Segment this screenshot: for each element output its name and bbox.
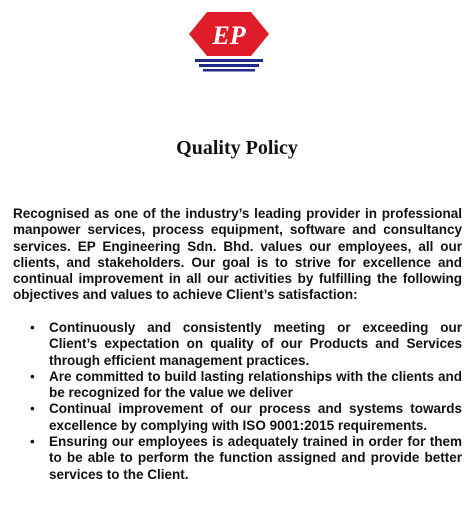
bullet-icon: •	[30, 368, 35, 384]
list-item-text: Continuously and consistently meeting or exceeding our Client’s expectation on quality of our Products and Services through efficient management practices.	[49, 320, 462, 368]
list-item-text: Ensuring our employees is adequately trained in order for them to be able to perform the function assigned and provide better services to the Client.	[49, 434, 462, 482]
list-item	[13, 320, 462, 369]
list-item-text: Are committed to build lasting relationships with the clients and be recognized for the value we deliver	[49, 368, 462, 401]
ep-logo-emblem	[189, 10, 269, 72]
objectives-list	[13, 320, 462, 483]
intro-paragraph: Recognised as one of the industry’s leading provider in professional manpower services, process equipment, software and consultancy services. EP Engineering Sdn. Bhd. values our employees, all our clients, and stakeholders. Our goal is to strive for excellence and continual improvement in all our activities by fulfilling the following objectives and values to achieve Client’s satisfaction:	[13, 206, 462, 303]
bullet-icon: •	[30, 434, 35, 450]
logo-stripe-2	[199, 64, 259, 67]
logo-text: EP	[212, 21, 246, 50]
company-logo	[189, 10, 269, 72]
list-item	[13, 401, 462, 434]
logo-stripe-1	[195, 59, 263, 62]
page-title: Quality Policy	[176, 137, 298, 159]
list-item	[13, 369, 462, 402]
list-item	[13, 434, 462, 483]
logo-stripe-3	[203, 69, 255, 72]
bullet-icon: •	[30, 401, 35, 417]
list-item-text: Continual improvement of our process and systems towards excellence by complying with ISO 9001:2015 requirements.	[49, 401, 462, 433]
bullet-icon: •	[30, 320, 35, 335]
